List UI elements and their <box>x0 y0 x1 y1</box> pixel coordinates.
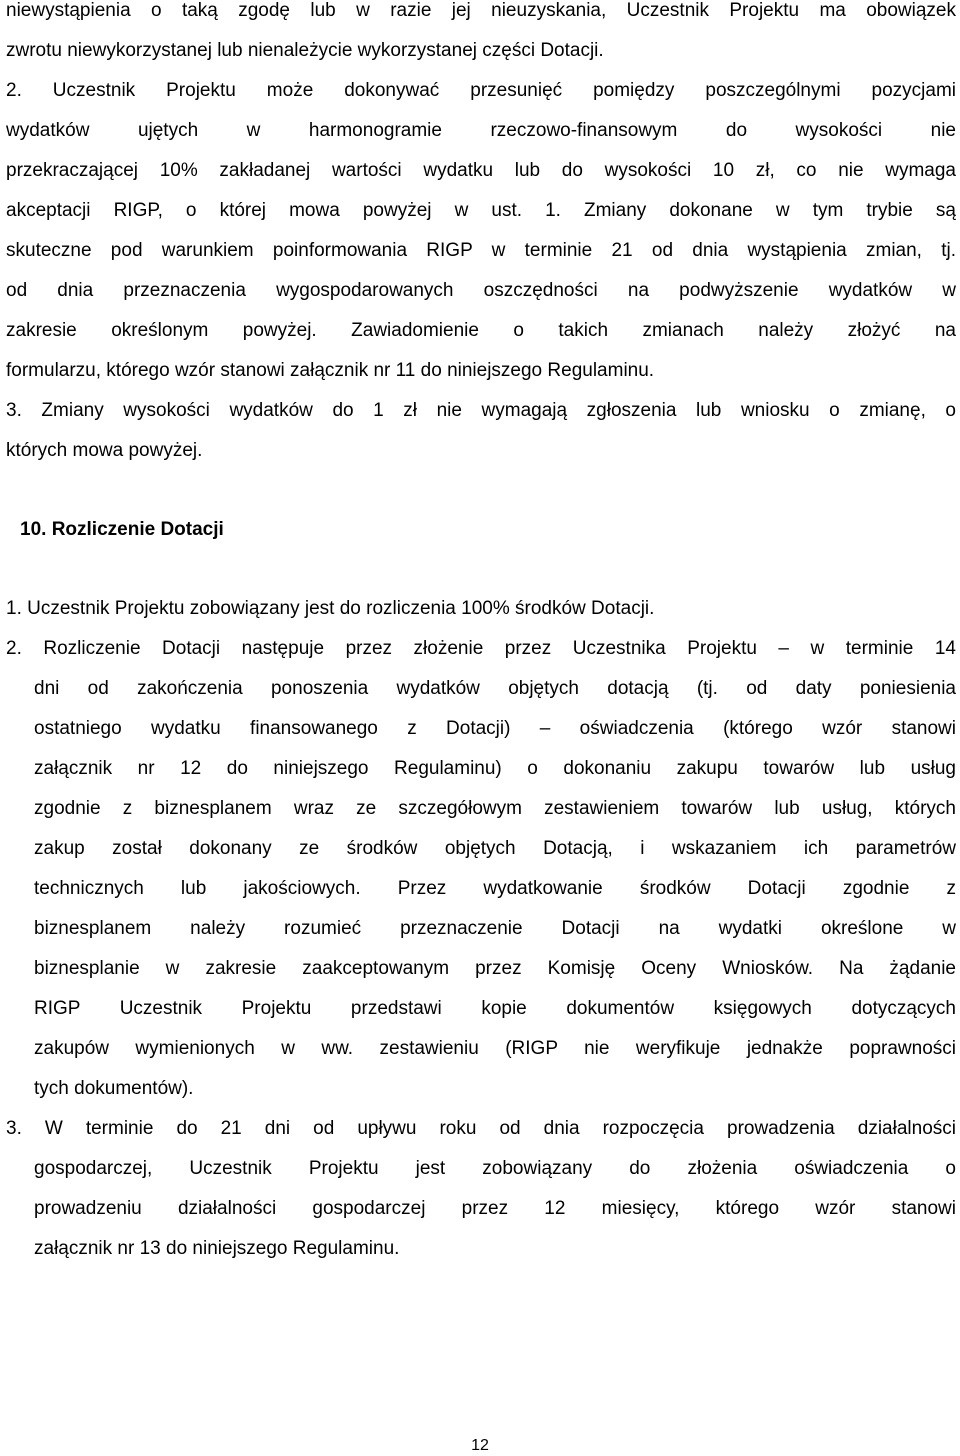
paragraph-line: ostatniego wydatku finansowanego z Dotacji) – oświadczenia (którego wzór stanowi <box>34 718 956 739</box>
paragraph-line: RIGP Uczestnik Projektu przedstawi kopie dokumentów księgowych dotyczących <box>34 998 956 1019</box>
list-item: 2. Rozliczenie Dotacji następuje przez złożenie przez Uczestnika Projektu – w terminie 14 <box>6 638 956 659</box>
paragraph-line: zakupów wymienionych w ww. zestawieniu (RIGP nie weryfikuje jednakże poprawności <box>34 1038 956 1059</box>
section-heading <box>6 519 224 541</box>
paragraph-line: technicznych lub jakościowych. Przez wydatkowanie środków Dotacji zgodnie z <box>34 878 956 899</box>
paragraph-line: przekraczającej 10% zakładanej wartości wydatku lub do wysokości 10 zł, co nie wymaga <box>6 160 956 181</box>
paragraph-line: 3. Zmiany wysokości wydatków do 1 zł nie wymagają zgłoszenia lub wniosku o zmianę, o <box>6 400 956 421</box>
paragraph-line: wydatków ujętych w harmonogramie rzeczowo-finansowym do wysokości nie <box>6 120 956 141</box>
section-heading-text: 10. Rozliczenie Dotacji <box>20 519 224 540</box>
paragraph-line: skuteczne pod warunkiem poinformowania RIGP w terminie 21 od dnia wystąpienia zmian, tj. <box>6 240 956 261</box>
paragraph-line: załącznik nr 12 do niniejszego Regulaminu) o dokonaniu zakupu towarów lub usług <box>34 758 956 779</box>
paragraph-line: akceptacji RIGP, o której mowa powyżej w ust. 1. Zmiany dokonane w tym trybie są <box>6 200 956 221</box>
list-item: 1. Uczestnik Projektu zobowiązany jest do rozliczenia 100% środków Dotacji. <box>6 598 655 619</box>
paragraph-line: dni od zakończenia ponoszenia wydatków objętych dotacją (tj. od daty poniesienia <box>34 678 956 699</box>
paragraph-line: tych dokumentów). <box>34 1078 194 1099</box>
list-item: 3. W terminie do 21 dni od upływu roku od dnia rozpoczęcia prowadzenia działalności <box>6 1118 956 1139</box>
paragraph-line: formularzu, którego wzór stanowi załącznik nr 11 do niniejszego Regulaminu. <box>6 360 655 381</box>
paragraph-line: gospodarczej, Uczestnik Projektu jest zobowiązany do złożenia oświadczenia o <box>34 1158 956 1179</box>
paragraph-line: prowadzeniu działalności gospodarczej przez 12 miesięcy, którego wzór stanowi <box>34 1198 956 1219</box>
page-number: 12 <box>471 1437 489 1454</box>
paragraph-line: biznesplanem należy rozumieć przeznaczenie Dotacji na wydatki określone w <box>34 918 956 939</box>
paragraph-line: od dnia przeznaczenia wygospodarowanych oszczędności na podwyższenie wydatków w <box>6 280 956 301</box>
paragraph-line: załącznik nr 13 do niniejszego Regulaminu. <box>34 1238 400 1259</box>
paragraph-line: niewystąpienia o taką zgodę lub w razie jej nieuzyskania, Uczestnik Projektu ma obowiązek <box>6 0 956 21</box>
paragraph-line: biznesplanie w zakresie zaakceptowanym przez Komisję Oceny Wniosków. Na żądanie <box>34 958 956 979</box>
paragraph-line: zwrotu niewykorzystanej lub nienależycie wykorzystanej części Dotacji. <box>6 40 604 61</box>
paragraph-line: 2. Uczestnik Projektu może dokonywać przesunięć pomiędzy poszczególnymi pozycjami <box>6 80 956 101</box>
paragraph-line: których mowa powyżej. <box>6 440 203 461</box>
paragraph-line: zakup został dokonany ze środków objętych Dotacją, i wskazaniem ich parametrów <box>34 838 956 859</box>
paragraph-line: zgodnie z biznesplanem wraz ze szczegółowym zestawieniem towarów lub usług, których <box>34 798 956 819</box>
paragraph-line: zakresie określonym powyżej. Zawiadomienie o takich zmianach należy złożyć na <box>6 320 956 341</box>
